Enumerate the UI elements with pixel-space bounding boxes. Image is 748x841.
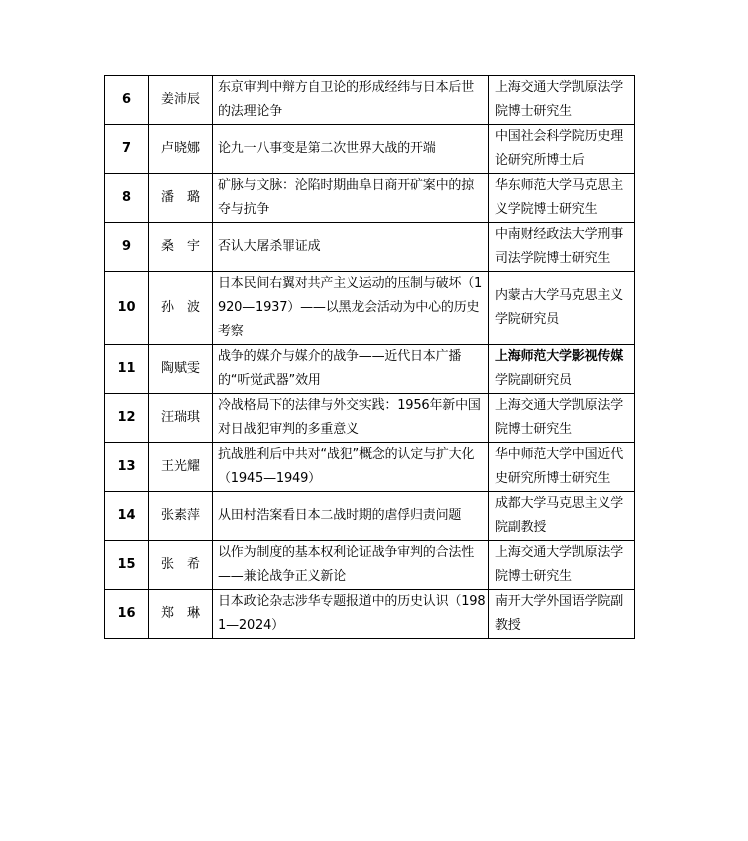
row-number: 16: [105, 590, 149, 639]
affiliation-text: 中国社会科学院历史理论研究所博士后: [495, 129, 624, 168]
affiliation-text: 成都大学马克思主义学院副教授: [495, 496, 624, 535]
affiliation: [489, 345, 635, 394]
paper-title: [213, 223, 489, 272]
paper-title-text: 从田村浩案看日本二战时期的虐俘归责问题: [218, 508, 462, 523]
paper-title: [213, 174, 489, 223]
presenter-name: 郑 琳: [149, 590, 213, 639]
paper-title-text: 矿脉与文脉：沦陷时期曲阜日商开矿案中的掠夺与抗争: [218, 178, 475, 217]
paper-title-text: 日本民间右翼对共产主义运动的压制与破坏（1920—1937）——以黑龙会活动为中心的历史考察: [218, 276, 483, 339]
affiliation: [489, 174, 635, 223]
row-number: 15: [105, 541, 149, 590]
affiliation-text: 中南财经政法大学刑事司法学院博士研究生: [495, 227, 624, 266]
paper-title: [213, 76, 489, 125]
row-number: 9: [105, 223, 149, 272]
row-number: 7: [105, 125, 149, 174]
paper-title-text: 冷战格局下的法律与外交实践：1956年新中国对日战犯审判的多重意义: [218, 398, 481, 437]
paper-title: [213, 125, 489, 174]
row-number: 6: [105, 76, 149, 125]
affiliation-text: 华东师范大学马克思主义学院博士研究生: [495, 178, 624, 217]
affiliation: [489, 443, 635, 492]
affiliation: [489, 125, 635, 174]
paper-title: [213, 345, 489, 394]
row-number: 14: [105, 492, 149, 541]
paper-title-text: 以作为制度的基本权利论证战争审判的合法性——兼论战争正义新论: [218, 545, 475, 584]
paper-title-text: 战争的媒介与媒介的战争——近代日本广播的“听觉武器”效用: [218, 349, 462, 388]
row-number: 13: [105, 443, 149, 492]
affiliation: [489, 394, 635, 443]
row-number: 8: [105, 174, 149, 223]
row-number: 10: [105, 272, 149, 345]
affiliation: [489, 272, 635, 345]
paper-title: [213, 541, 489, 590]
affiliation: [489, 590, 635, 639]
affiliation-text: 华中师范大学中国近代史研究所博士研究生: [495, 447, 624, 486]
affiliation-text: 上海交通大学凯原法学院博士研究生: [495, 398, 624, 437]
row-number: 11: [105, 345, 149, 394]
paper-title-text: 日本政论杂志涉华专题报道中的历史认识（1981—2024）: [218, 594, 486, 633]
table-row: [105, 394, 635, 443]
paper-title: [213, 590, 489, 639]
table-row: [105, 223, 635, 272]
table-row: [105, 345, 635, 394]
presenter-name: 潘 璐: [149, 174, 213, 223]
presenter-name: 卢晓娜: [149, 125, 213, 174]
table-row: [105, 492, 635, 541]
presenter-name: 姜沛辰: [149, 76, 213, 125]
table-row: [105, 174, 635, 223]
presenter-name: 汪瑞琪: [149, 394, 213, 443]
presenter-name: 孙 波: [149, 272, 213, 345]
paper-title-text: 否认大屠杀罪证成: [218, 239, 321, 254]
affiliation-text: [495, 345, 632, 393]
presenter-name: 张素萍: [149, 492, 213, 541]
row-number: 12: [105, 394, 149, 443]
paper-title: [213, 272, 489, 345]
affiliation: [489, 223, 635, 272]
affiliation: [489, 76, 635, 125]
affiliation-bold-part: 上海师范大学影视传媒: [495, 349, 624, 364]
paper-title-text: 东京审判中辩方自卫论的形成经纬与日本后世的法理论争: [218, 80, 475, 119]
paper-title: [213, 443, 489, 492]
affiliation: [489, 492, 635, 541]
presenter-name: 王光耀: [149, 443, 213, 492]
affiliation: [489, 541, 635, 590]
table-row: [105, 541, 635, 590]
paper-title-text: 论九一八事变是第二次世界大战的开端: [218, 141, 436, 156]
presenter-table: [104, 75, 635, 639]
table-row: [105, 443, 635, 492]
affiliation-text: 上海交通大学凯原法学院博士研究生: [495, 80, 624, 119]
presenter-name: 桑 宇: [149, 223, 213, 272]
affiliation-text: 上海交通大学凯原法学院博士研究生: [495, 545, 624, 584]
affiliation-rest-part: 学院副研究员: [495, 373, 572, 388]
paper-title: [213, 492, 489, 541]
table-row: [105, 76, 635, 125]
affiliation-text: 内蒙古大学马克思主义学院研究员: [495, 288, 624, 327]
table-row: [105, 272, 635, 345]
paper-title: [213, 394, 489, 443]
table-row: [105, 590, 635, 639]
affiliation-text: 南开大学外国语学院副教授: [495, 594, 624, 633]
table-row: [105, 125, 635, 174]
presenter-name: 张 希: [149, 541, 213, 590]
presenter-name: 陶赋雯: [149, 345, 213, 394]
paper-title-text: 抗战胜利后中共对“战犯”概念的认定与扩大化（1945—1949）: [218, 447, 475, 486]
